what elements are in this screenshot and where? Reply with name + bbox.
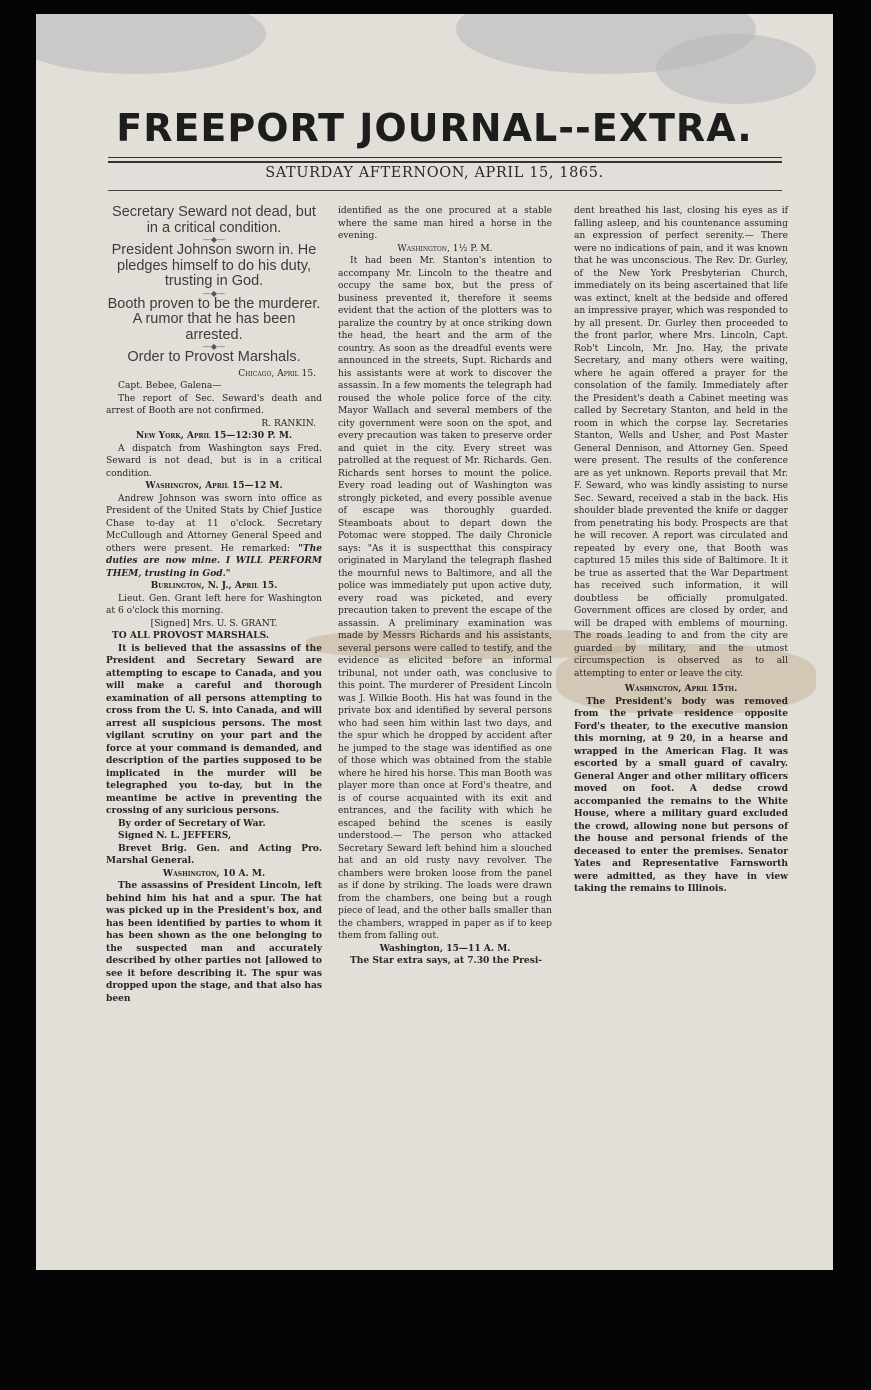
dateline-entry: Washington, April 15th. [624,683,738,694]
water-stain [656,34,816,104]
masthead: FREEPORT JOURNAL--EXTRA. [116,106,753,150]
signature: [Signed] Mrs. U. S. GRANT. [150,618,278,629]
paragraph: By order of Secretary of War. [118,817,266,829]
divider: —◆— [202,342,226,351]
dateline-entry: Washington, 10 A. M. [162,867,266,879]
paragraph: The report of Sec. Seward's death and arrest of Booth are not confirmed. [106,393,322,416]
paragraph: Capt. Bebee, Galena— [118,381,222,391]
column-1 [106,205,322,1005]
dateline-entry: Washington, April 15—12 M. [145,480,283,491]
headline: President Johnson sworn in. He pledges himself to do his duty, trusting in God. [111,242,317,289]
dateline-entry: Chicago, April 15. [238,368,316,379]
paragraph: dent breathed his last, closing his eyes as if falling asleep, and his countenance assuming an expression of perfect serenity.— There were no indications of pain, and it was known that he was unconscious. The Rev. Dr. Gurley, of the New York Presbyterian Church, immediately on its being ascertained that life was extinct, knelt at the bedside and offered an impressive prayer, which was responded to by all present. Dr. Gurley then proceeded to the front parlor, where Mrs. Lincoln, Capt. Rob't Lincoln, Mr. Jno. Hay, the private Secretary, and many others were waiting, where he again offered a prayer for the consolation of the family. Immediately after the President's death a Cabinet meeting was called by Secretary Stanton, and held in the room in which the corpse lay. Secretaries Stanton, Wells and Usher, and Post Master General Dennison, and Attorney Gen. Speed were present. The results of the conference are as yet unknown. Reports prevail that Mr. F. Seward, who was kindly assisting to nurse Sec. Seward, received a stab in the back. His shoulder blade prevented the knife or dagger from penetrating his body. Prospects are that he will recover. A report was circulated and repeated by every one, that Booth was captured 15 miles this side of Baltimore. It it be true as asserted that the War Department has received such information, it will doubtless be officially promulgated. Government offices are closed by order, and will be draped with emblems of mourning. The roads leading to and from the city are guarded by military, and the utmost circumspection is observed as to all attempting to enter or leave the city. [574,206,788,679]
paragraph: It had been Mr. Stanton's intention to accompany Mr. Lincoln to the theatre and occupy the same box, but the press of business prevented it, therefore it seems evident that the action of the plotters was to paralize the country by at once striking down the head, the heart and the arm of the country. As soon as the dreadful events were announced in the streets, Supt. Richards and his assistants were at work to discover the assassin. In a few moments the telegraph had roused the whole police force of the city. Mayor Wallach and several members of the city government were soon on the spot, and every precaution was taken to preserve order and quiet in the city. Every street was patrolled at the request of Mr. Richards. Gen. Richards sent horses to mount the police. Every road leading out of Washington was strongly picketed, and every possible avenue of escape was thoroughly guarded. Steamboats about to depart down the Potomac were stopped. The daily Chronicle says: "As it is suspectthat this conspiracy originated in Maryland the telegraph flashed the mournful news to Baltimore, and all the police was immediately put upon active duty, every road was picketed, and every precaution taken to prevent the escape of the assassin. A preliminary examination was made by Messrs Richards and his assistants, several persons were called to testify, and the evidence as elicited before an informal tribunal, not under oath, was conclusive to this point. The murderer of President Lincoln was J. Wilkie Booth. His hat was found in the private box and identified by several persons who had seen him within last two days, and the spur which he dropped by accident after he jumped to the stage was identified as one of those which was obtained from the stable where he hired his horse. This man Booth was player more than once at Ford's theatre, and is of course acquainted with its exit and entrances, and the facility with which he escaped behind the scenes is easily understood.— The person who attacked Secretary Seward left behind him a slouched hat and an old rusty navy revolver. The chambers were broken loose from the panel as if done by striking. The loads were drawn from the chambers, one being but a rough piece of lead, and the other balls smaller than the chambers, wrapped in paper as if to keep them from falling out. [338,256,552,941]
paragraph: It is believed that the assassins of the President and Secretary Seward are attempting to escape to Canada, and you will make a careful and thorough examination of all persons attempting to cross from the U. S. into Canada, and will arrest all suspicious persons. The most vigilant scrutiny on your part and the force at your command is demanded, and description of the parties supposed to be implicated in the murder will be telegraphed you to-day, but in the meantime be active in preventing the crossing of any suricious persons. [106,642,322,816]
headline: Order to Provost Marshals. [127,349,301,365]
paragraph [106,493,322,581]
column-3 [574,205,788,896]
dateline: SATURDAY AFTERNOON, APRIL 15, 1865. [265,165,604,181]
paragraph: A dispatch from Washington says Fred. Seward is not dead, but is in a critical condition. [106,443,322,479]
quote: "The duties are now mine. I WILL PERFORM THEM, trusting in God." [106,542,322,579]
paragraph: The assassins of President Lincoln, left behind him his hat and a spur. The hat was picked up in the President's box, and has been identified by parties to whom it has been shown as the one belonging to the suspected man and accurately described by other parties not [allowed to see it before describing it. The spur was dropped upon the stage, and that also has been [106,880,322,1004]
paragraph: The Star extra says, at 7.30 the Presi- [350,955,543,966]
dateline-entry: New York, April 15—12:30 P. M. [135,430,293,441]
water-stain [36,14,266,74]
signature: Brevet Brig. Gen. and Acting Pro. Marshal General. [106,842,322,866]
rule [108,190,782,191]
dateline-entry: Washington, 1½ P. M. [397,243,493,254]
divider: —◆— [202,288,226,298]
paragraph: The President's body was removed from the private residence opposite Ford's theater, to the executive mansion this morning, at 9 20, in a hearse and wrapped in the American Flag. It was escorted by a small guard of cavalry. General Anger and other military officers moved on foot. A dedse crowd accompanied the remains to the White House, where a military guard excluded the crowd, allowing none but persons of the house and personal friends of the deceased to enter the premises. Senator Yates and Representative Farnsworth were admitted, as they have in view taking the remains to Illinois. [574,695,788,894]
divider: —◆— [202,235,226,244]
headline: Secretary Seward not dead, but in a critical condition. [112,204,316,236]
headline: Booth proven to be the murderer. A rumor that he has been arrested. [107,295,321,343]
paragraph: Lieut. Gen. Grant left here for Washington at 6 o'clock this morning. [106,593,322,616]
column-2 [338,205,552,968]
paragraph: identified as the one procured at a stable where the same man hired a horse in the evening. [338,206,552,241]
newspaper-page [36,14,833,1270]
dateline-entry: Burlington, N. J., April 15. [150,580,278,591]
dateline-entry: Washington, 15—11 A. M. [379,942,511,954]
signature: R. RANKIN. [261,418,316,429]
rule [108,161,782,163]
section-heading: TO ALL PROVOST MARSHALS. [112,630,270,641]
quote-lead: Andrew Johnson was sworn into office as President of the United Stats by Chief Justice Chase to-day at 11 o'clock. Secretary McCullough and Attorney General Speed and others were present. He remarked: [106,493,322,554]
rule [108,157,782,158]
signature: Signed N. L. JEFFERS, [118,830,232,841]
